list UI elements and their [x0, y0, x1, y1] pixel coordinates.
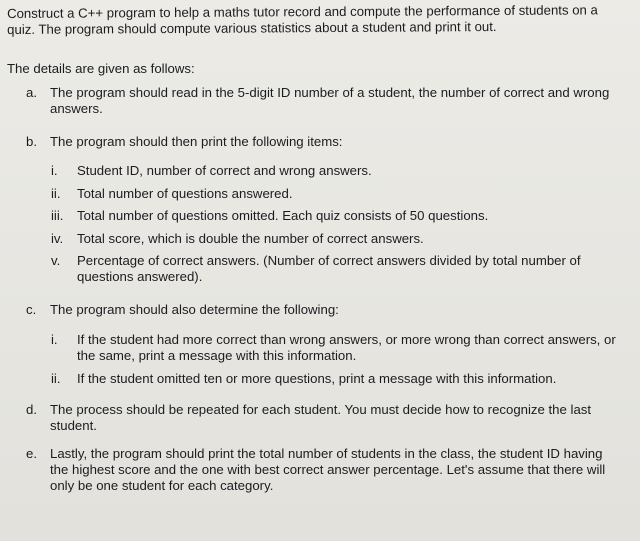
list-item-c [26, 302, 618, 318]
sub-item-text: If the student omitted ten or more questions, print a message with this information. [77, 371, 557, 386]
details-heading: The details are given as follows: [7, 61, 195, 76]
sub-marker: ii. [51, 371, 61, 386]
sub-item-c-i [51, 332, 621, 364]
sub-item-text: Total score, which is double the number of correct answers. [77, 231, 424, 246]
list-item-text: The program should then print the following items: [50, 134, 343, 149]
sub-marker: v. [51, 253, 61, 268]
sub-marker: i. [51, 163, 58, 178]
sub-item-text: If the student had more correct than wrong answers, or more wrong than correct answers, or the same, print a message with this information. [77, 332, 616, 363]
sub-marker: ii. [51, 186, 61, 201]
list-marker: a. [26, 85, 37, 100]
sub-item-text: Student ID, number of correct and wrong answers. [77, 163, 372, 178]
list-item-text: Lastly, the program should print the total number of students in the class, the student ID having the highest score and the one with best correct answer percentage. Let's assume that there will only be one student for each category. [50, 446, 606, 493]
sub-item-c-ii [51, 371, 621, 387]
sub-marker: i. [51, 332, 58, 347]
list-item-text: The process should be repeated for each student. You must decide how to recognize the last student. [50, 402, 592, 433]
list-marker: b. [26, 134, 37, 149]
sub-item-b-v [51, 253, 621, 285]
list-item-a [26, 85, 618, 117]
sub-item-text: Total number of questions answered. [77, 186, 293, 201]
sub-item-b-i [51, 163, 621, 179]
intro-paragraph: Construct a C++ program to help a maths tutor record and compute the performance of students on a quiz. The program should compute various statistics about a student and print it out. [7, 2, 598, 37]
list-item-d [26, 402, 624, 434]
sub-marker: iii. [51, 208, 64, 223]
list-item-text: The program should read in the 5-digit ID number of a student, the number of correct and wrong answers. [50, 85, 610, 116]
sub-item-text: Total number of questions omitted. Each quiz consists of 50 questions. [77, 208, 489, 223]
list-marker: c. [26, 302, 37, 317]
sub-marker: iv. [51, 231, 64, 246]
sub-item-b-iii [51, 208, 621, 224]
list-item-e [26, 446, 624, 494]
sub-item-text: Percentage of correct answers. (Number of correct answers divided by total number of questions answered). [77, 253, 581, 284]
list-marker: e. [26, 446, 37, 461]
list-item-b [26, 134, 618, 150]
sub-item-b-ii [51, 186, 621, 202]
list-marker: d. [26, 402, 37, 417]
sub-item-b-iv [51, 231, 621, 247]
list-item-text: The program should also determine the following: [50, 302, 339, 317]
